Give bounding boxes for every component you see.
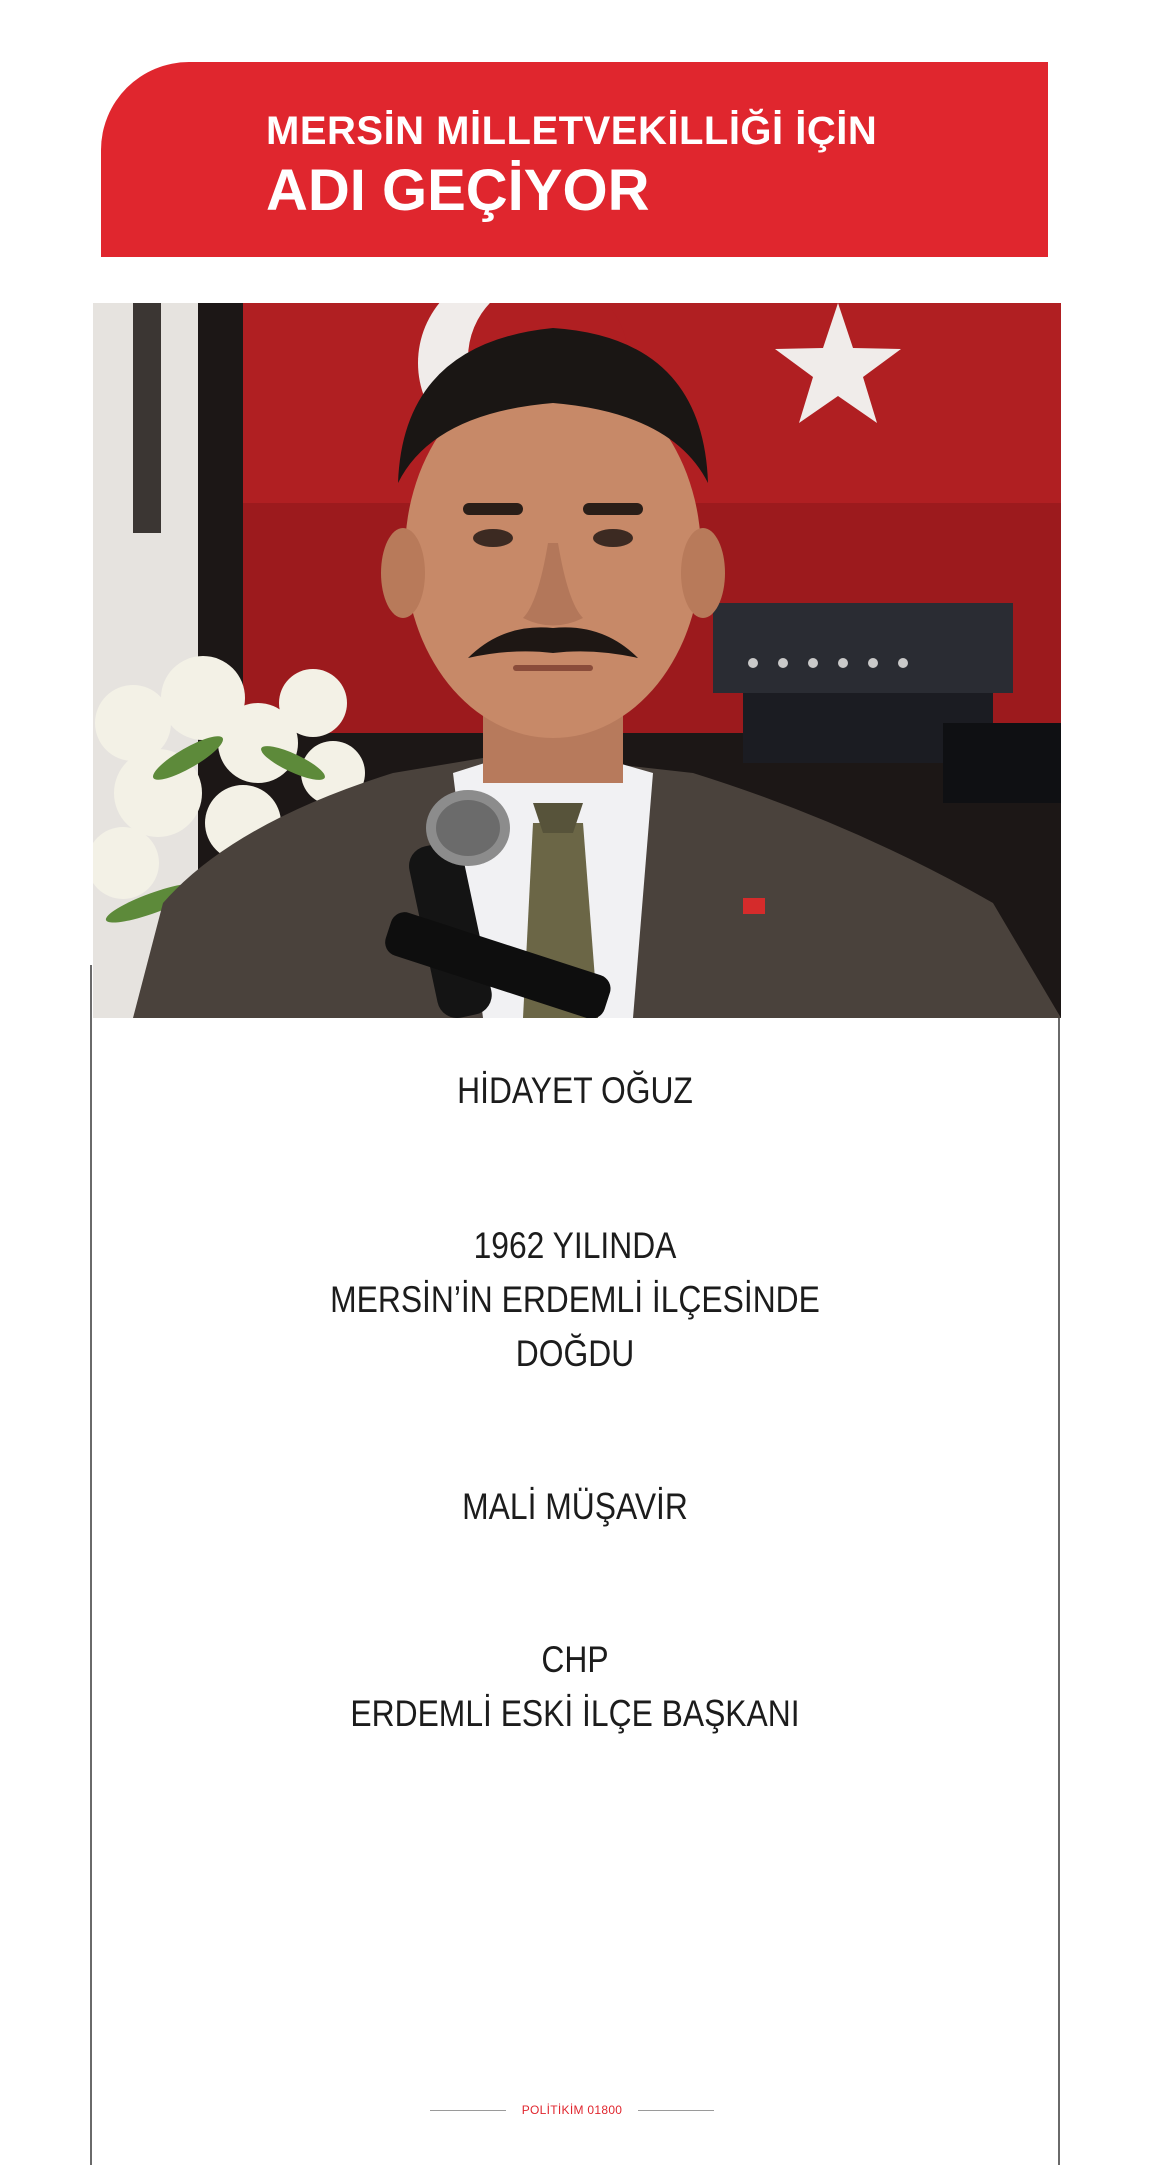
birth-info [158,1219,992,1381]
headline-line-1: MERSİN MİLLETVEKİLLİĞİ İÇİN [266,109,878,153]
footer-credit [430,2100,714,2120]
party-line-2: ERDEMLİ ESKİ İLÇE BAŞKANI [350,1693,800,1734]
party-line-1: CHP [541,1639,609,1680]
birth-line-1: 1962 YILINDA [473,1225,677,1266]
headline-line-2: ADI GEÇİYOR [266,158,650,223]
birth-line-2: MERSİN’İN ERDEMLİ İLÇESİNDE [330,1279,820,1320]
portrait-photo [93,303,1061,1018]
party-info [158,1633,992,1741]
footer-text: POLİTİKİM 01800 [521,2103,623,2117]
birth-line-3: DOĞDU [515,1333,635,1374]
profession: MALİ MÜŞAVİR [462,1486,688,1527]
footer-divider-left [430,2110,506,2111]
person-name: HİDAYET OĞUZ [457,1070,693,1111]
footer-divider-right [638,2110,714,2111]
headline-banner [101,62,1048,257]
profile-card-frame [90,965,1060,2165]
